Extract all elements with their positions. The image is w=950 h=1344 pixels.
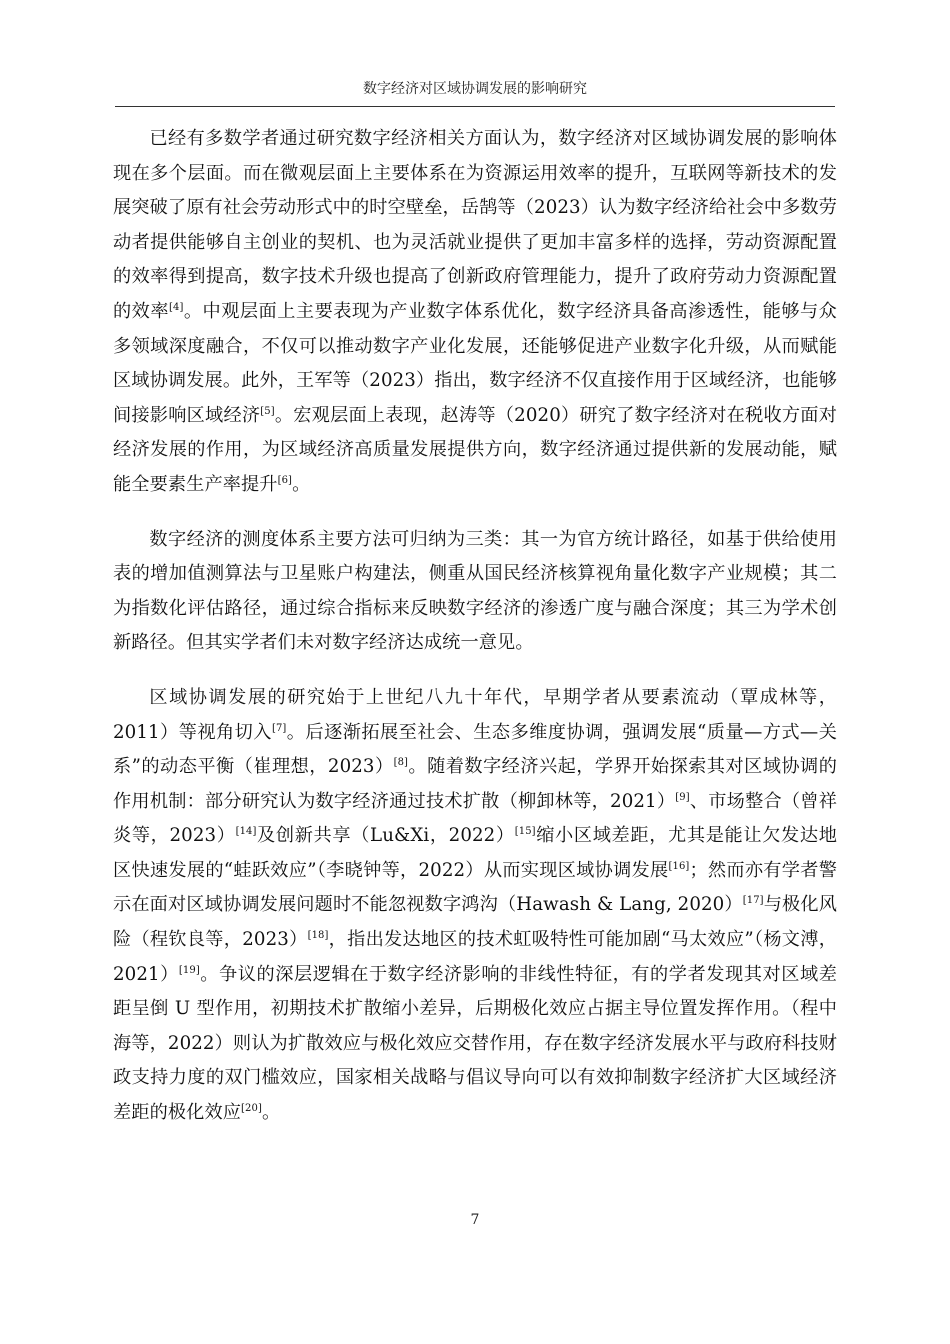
- citation-marker: [16]: [668, 860, 690, 872]
- text-run: 。争议的深层逻辑在于数字经济影响的非线性特征，有的学者发现其对区域差距呈倒 U 型作用，初期技术扩散缩小差异，后期极化效应占据主导位置发挥作用。（程中海等，2022）则认为扩散效应与极化效应交替作用，存在数字经济发展水平与政府科技财政支持力度的双门槛效应，国家相关战略与倡议导向可以有效抑制数字经济扩大区域经济差距的极化效应: [113, 963, 837, 1124]
- text-run: 。: [292, 473, 311, 495]
- page-number: 7: [470, 1212, 480, 1228]
- text-run: 。: [261, 1102, 281, 1124]
- text-run: 。宏观层面上表现，赵涛等（2020）研究了数字经济对在税收方面对经济发展的作用，为区域经济高质量发展提供方向，数字经济通过提供新的发展动能，赋能全要素生产率提升: [113, 404, 837, 495]
- citation-marker: [5]: [260, 405, 275, 417]
- citation-marker: [7]: [271, 722, 287, 734]
- text-run: 缩小区域差距，尤其是能让欠发达地区快速发展的“蛙跃效应”（李晓钟等，2022）从而实现区域协调发展: [113, 825, 837, 881]
- header-rule: [115, 106, 835, 107]
- citation-marker: [4]: [169, 301, 184, 313]
- citation-marker: [6]: [277, 474, 293, 486]
- text-run: 及创新共享（Lu&Xi，2022）: [256, 825, 515, 847]
- text-run: 数字经济的测度体系主要方法可归纳为三类：其一为官方统计路径，如基于供给使用表的增加值测算法与卫星账户构建法，侧重从国民经济核算视角量化数字产业规模；其二为指数化评估路径，通过综合指标来反映数字经济的渗透广度与融合深度；其三为学术创新路径。但其实学者们未对数字经济达成统一意见。: [113, 528, 837, 654]
- running-header: 数字经济对区域协调发展的影响研究: [363, 81, 587, 97]
- text-run: 。随着数字经济兴起，学界开始探索其对区域协调的作用机制：部分研究认为数字经济通过技术扩散（柳卸林等，2021）: [113, 756, 837, 812]
- text-run: 区域协调发展的研究始于上世纪八九十年代，早期学者从要素流动（覃成林等，2011）等视角切入: [113, 686, 837, 743]
- text-run: 已经有多数学者通过研究数字经济相关方面认为，数字经济对区域协调发展的影响体现在多个层面。而在微观层面上主要体系在为资源运用效率的提升，互联网等新技术的发展突破了原有社会劳动形式中的时空壁垒，岳鹄等（2023）认为数字经济给社会中多数劳动者提供能够自主创业的契机、也为灵活就业提供了更加丰富多样的选择，劳动资源配置的效率得到提高，数字技术升级也提高了创新政府管理能力，提升了政府劳动力资源配置的效率: [113, 128, 837, 322]
- citation-marker: [20]: [241, 1102, 262, 1114]
- citation-marker: [17]: [742, 895, 764, 907]
- citation-marker: [9]: [675, 791, 690, 803]
- text-run: ，指出发达地区的技术虹吸特性可能加剧“马太效应”（杨文溥，2021）: [113, 929, 837, 985]
- citation-marker: [18]: [307, 930, 329, 941]
- text-run: 与极化风险（程钦良等，2023）: [113, 894, 837, 951]
- text-run: 。后逐渐拓展至社会、生态多维度协调，强调发展“质量—方式—关系”的动态平衡（崔理想，2023）: [113, 721, 837, 778]
- citation-marker: [8]: [393, 757, 409, 769]
- body-text: [113, 122, 837, 1151]
- paragraph: [113, 681, 837, 1131]
- citation-marker: [15]: [514, 826, 536, 838]
- paragraph: [113, 122, 837, 503]
- text-run: 。中观层面上主要表现为产业数字体系优化，数字经济具备高渗透性，能够与众多领域深度融合，不仅可以推动数字产业化发展，还能够促进产业数字化升级，从而赋能区域协调发展。此外，王军等（2023）指出，数字经济不仅直接作用于区域经济，也能够间接影响区域经济: [113, 300, 837, 426]
- text-run: 、市场整合（曾祥炎等，2023）: [113, 790, 837, 847]
- paragraph: [113, 523, 837, 661]
- citation-marker: [19]: [178, 964, 200, 976]
- text-run: ；然而亦有学者警示在面对区域协调发展问题时不能忽视数字鸿沟（Hawash & Lang, 2020）: [113, 859, 837, 916]
- citation-marker: [14]: [235, 826, 257, 838]
